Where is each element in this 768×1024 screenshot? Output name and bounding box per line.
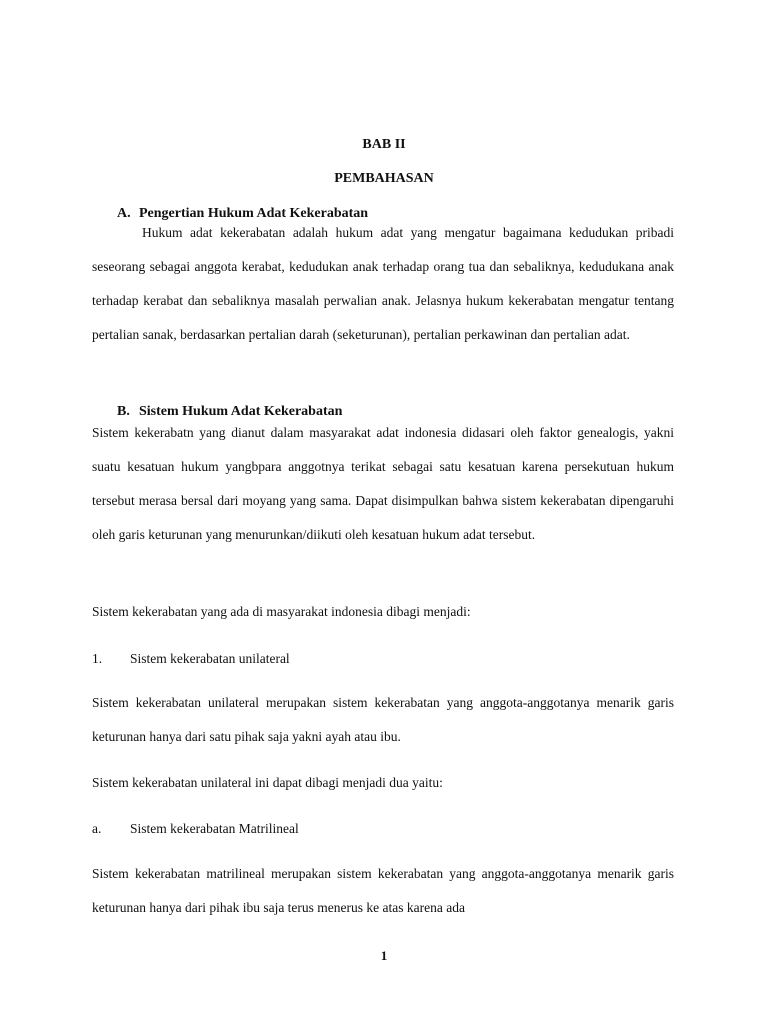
list-item-1-marker: 1. (92, 651, 103, 666)
paragraph-b3: Sistem kekerabatan unilateral merupakan sistem kekerabatan yang anggota-anggotanya menarik garis keturunan hanya dari satu pihak saja yakni ayah atau ibu. (92, 695, 674, 744)
section-b-title: Sistem Hukum Adat Kekerabatan (139, 404, 343, 419)
paragraph-b4: Sistem kekerabatan unilateral ini dapat dibagi menjadi dua yaitu: (92, 775, 443, 790)
section-a-title: Pengertian Hukum Adat Kekerabatan (139, 206, 369, 221)
list-item-a (92, 821, 299, 837)
paragraph-a: Hukum adat kekerabatan adalah hukum adat yang mengatur bagaimana kedudukan pribadi seseorang sebagai anggota kerabat, kedudukan anak terhadap orang tua dan sebaliknya, kedudukana anak terhadap kerabat dan sebaliknya masalah perwalian anak. Jelasnya hukum kekerabatan mengatur tentang pertalian sanak, berdasarkan pertalian darah (seketurunan), pertalian perkawinan dan pertalian adat. (92, 225, 674, 342)
paragraph-b2: Sistem kekerabatan yang ada di masyarakat indonesia dibagi menjadi: (92, 604, 471, 619)
list-item-1-text: Sistem kekerabatan unilateral (130, 651, 290, 666)
chapter-title: PEMBAHASAN (334, 171, 434, 186)
paragraph-b5: Sistem kekerabatan matrilineal merupakan sistem kekerabatan yang anggota-anggotanya menarik garis keturunan hanya dari pihak ibu saja terus menerus ke atas karena ada (92, 866, 674, 915)
section-b-label: B. (117, 404, 130, 419)
paragraph-b1: Sistem kekerabatn yang dianut dalam masyarakat adat indonesia didasari oleh faktor genealogis, yakni suatu kesatuan hukum yangbpara anggotnya terikat sebagai satu kesatuan karena persekutuan hukum tersebut merasa bersal dari moyang yang sama. Dapat disimpulkan bahwa sistem kekerabatan dipengaruhi oleh garis keturunan yang menurunkan/diikuti oleh kesatuan hukum adat tersebut. (92, 425, 674, 542)
chapter-number: BAB II (362, 137, 406, 152)
list-item-a-text: Sistem kekerabatan Matrilineal (130, 821, 299, 836)
list-item-a-marker: a. (92, 821, 102, 836)
list-item-1 (92, 651, 290, 667)
section-a-label: A. (117, 206, 131, 221)
page-number: 1 (380, 948, 388, 963)
